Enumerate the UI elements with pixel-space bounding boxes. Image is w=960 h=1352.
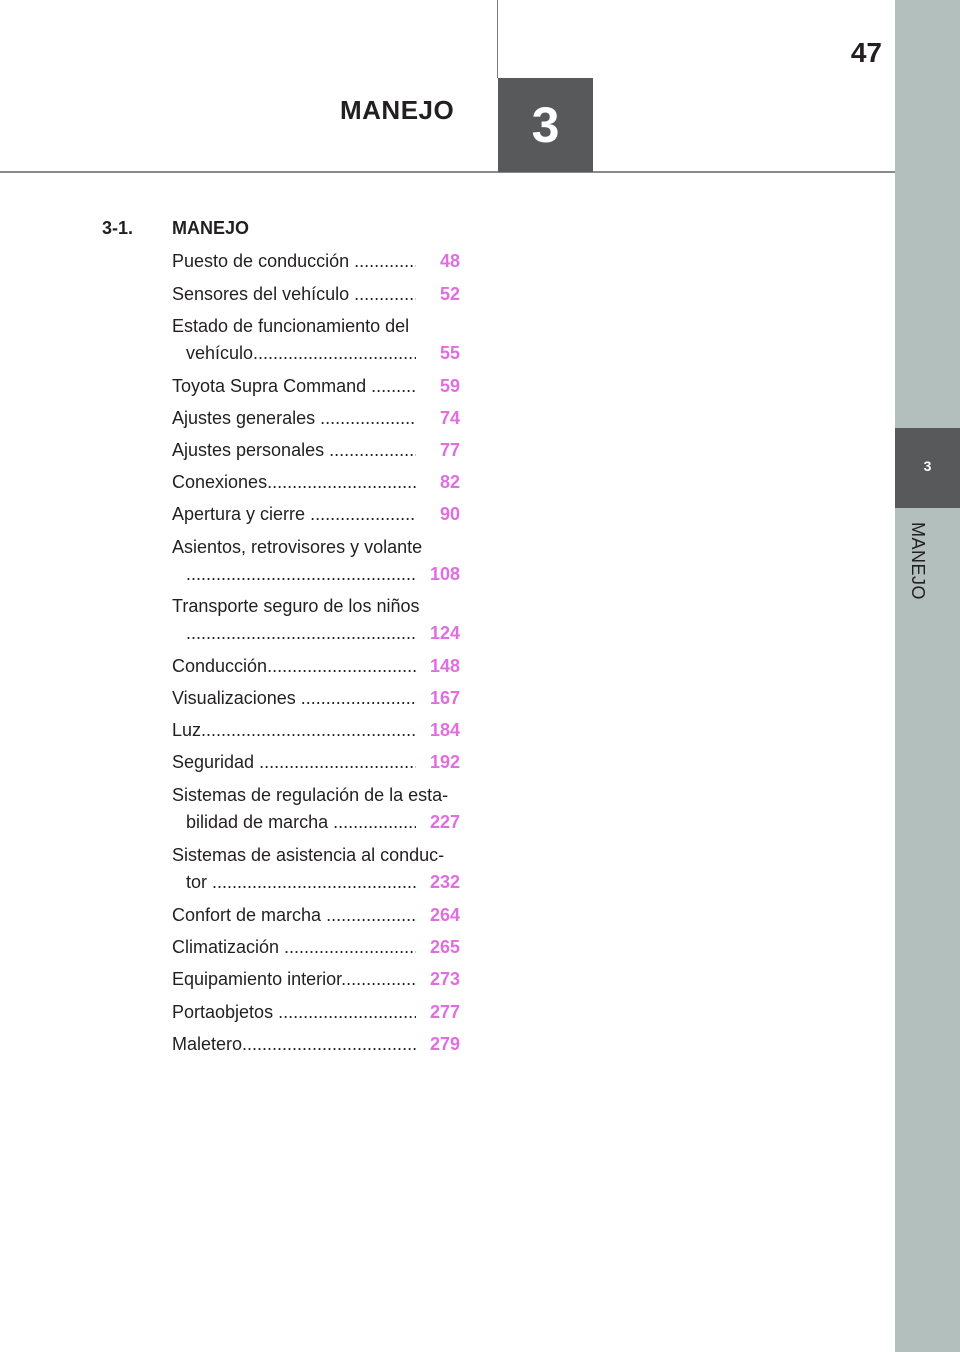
- toc-page-link[interactable]: 227: [429, 812, 460, 832]
- toc-entry-title: Confort de marcha .....: [172, 902, 416, 928]
- chapter-number-box: [498, 78, 593, 172]
- toc-entry-title: Equipamiento interior .....: [172, 966, 416, 992]
- toc-page-link[interactable]: 74: [439, 408, 460, 428]
- toc-entry-title: tor .....: [186, 869, 416, 895]
- toc-entry-title-line1: Transporte seguro de los niños: [172, 596, 420, 616]
- toc-entry[interactable]: [172, 373, 460, 399]
- toc-entry-title: Seguridad .....: [172, 749, 416, 775]
- toc-entry-title: [186, 620, 416, 646]
- toc-entry-title: Puesto de conducción .....: [172, 248, 416, 274]
- toc-page-link[interactable]: 82: [439, 472, 460, 492]
- toc-entry-title: vehículo .....: [186, 340, 416, 366]
- toc-entry-title: bilidad de marcha .....: [186, 809, 416, 835]
- toc-page-link[interactable]: 52: [439, 284, 460, 304]
- toc-entry-title: Maletero .....: [172, 1031, 416, 1057]
- toc-page-link[interactable]: 264: [429, 905, 460, 925]
- toc-entry[interactable]: [172, 248, 460, 274]
- toc-entry-title-line1: Sistemas de asistencia al conduc-: [172, 845, 445, 865]
- toc-entry[interactable]: [172, 902, 460, 928]
- toc-entry-title: Visualizaciones .....: [172, 685, 416, 711]
- toc-page-link[interactable]: 148: [429, 656, 460, 676]
- toc-entry-title: Sensores del vehículo .....: [172, 281, 416, 307]
- toc-entry[interactable]: [172, 437, 460, 463]
- side-tab-number: 3: [923, 458, 932, 474]
- toc-entry-title: Ajustes generales .....: [172, 405, 416, 431]
- toc-page-link[interactable]: 124: [429, 623, 460, 643]
- toc-page-link[interactable]: 265: [429, 937, 460, 957]
- toc-entry-title: Luz .....: [172, 717, 416, 743]
- header-divider-vertical: [497, 0, 498, 78]
- toc-entry[interactable]: [172, 966, 460, 992]
- toc-entry[interactable]: [172, 717, 460, 743]
- toc-page-link[interactable]: 48: [439, 251, 460, 271]
- toc-page-link[interactable]: 108: [429, 564, 460, 584]
- toc-entry-title: Toyota Supra Command .....: [172, 373, 416, 399]
- toc-entry-title: Climatización .....: [172, 934, 416, 960]
- toc-page-link[interactable]: 59: [439, 376, 460, 396]
- page-number: 47: [850, 37, 882, 68]
- toc-entry-title-line1: Estado de funcionamiento del: [172, 316, 410, 336]
- toc-page-link[interactable]: 192: [429, 752, 460, 772]
- header-divider-horizontal: [0, 171, 895, 173]
- chapter-title: MANEJO: [340, 95, 455, 125]
- chapter-side-tab[interactable]: [895, 428, 960, 508]
- toc-entry[interactable]: [172, 1031, 460, 1057]
- section-number: 3-1.: [102, 218, 134, 238]
- toc-entry-title: Conexiones .....: [172, 469, 416, 495]
- section-title: MANEJO: [172, 218, 250, 238]
- toc-page-link[interactable]: 277: [429, 1002, 460, 1022]
- toc-page-link[interactable]: 232: [429, 872, 460, 892]
- toc-entry-title-line1: Asientos, retrovisores y volante: [172, 537, 423, 557]
- chapter-number: 3: [531, 97, 560, 153]
- toc-entry[interactable]: [172, 999, 460, 1025]
- toc-entry[interactable]: [172, 934, 460, 960]
- toc-entry[interactable]: [172, 653, 460, 679]
- toc-page-link[interactable]: 273: [429, 969, 460, 989]
- toc-entry[interactable]: [172, 281, 460, 307]
- toc-page-link[interactable]: 55: [439, 343, 460, 363]
- toc-entry[interactable]: [186, 809, 460, 835]
- toc-entry[interactable]: [186, 561, 460, 587]
- side-bar: [895, 0, 960, 1352]
- toc-page-link[interactable]: 184: [429, 720, 460, 740]
- toc-entry[interactable]: [172, 469, 460, 495]
- toc-entry[interactable]: [186, 340, 460, 366]
- toc-entry-title: Apertura y cierre .....: [172, 501, 416, 527]
- toc-entry[interactable]: [172, 501, 460, 527]
- toc-page-link[interactable]: 90: [439, 504, 460, 524]
- toc-entry[interactable]: [172, 685, 460, 711]
- toc-entry[interactable]: [186, 869, 460, 895]
- toc-entry-title: Conducción .....: [172, 653, 416, 679]
- toc-entry-title: [186, 561, 416, 587]
- toc-entry[interactable]: [172, 749, 460, 775]
- toc-entry[interactable]: [186, 620, 460, 646]
- toc-page-link[interactable]: 77: [439, 440, 460, 460]
- toc-entry-title: Ajustes personales .....: [172, 437, 416, 463]
- toc-entry-title-line1: Sistemas de regulación de la esta-: [172, 785, 449, 805]
- toc-entry-title: Portaobjetos .....: [172, 999, 416, 1025]
- toc-entry[interactable]: [172, 405, 460, 431]
- toc-page-link[interactable]: 279: [429, 1034, 460, 1054]
- toc-page-link[interactable]: 167: [429, 688, 460, 708]
- side-tab-label: MANEJO: [908, 522, 928, 601]
